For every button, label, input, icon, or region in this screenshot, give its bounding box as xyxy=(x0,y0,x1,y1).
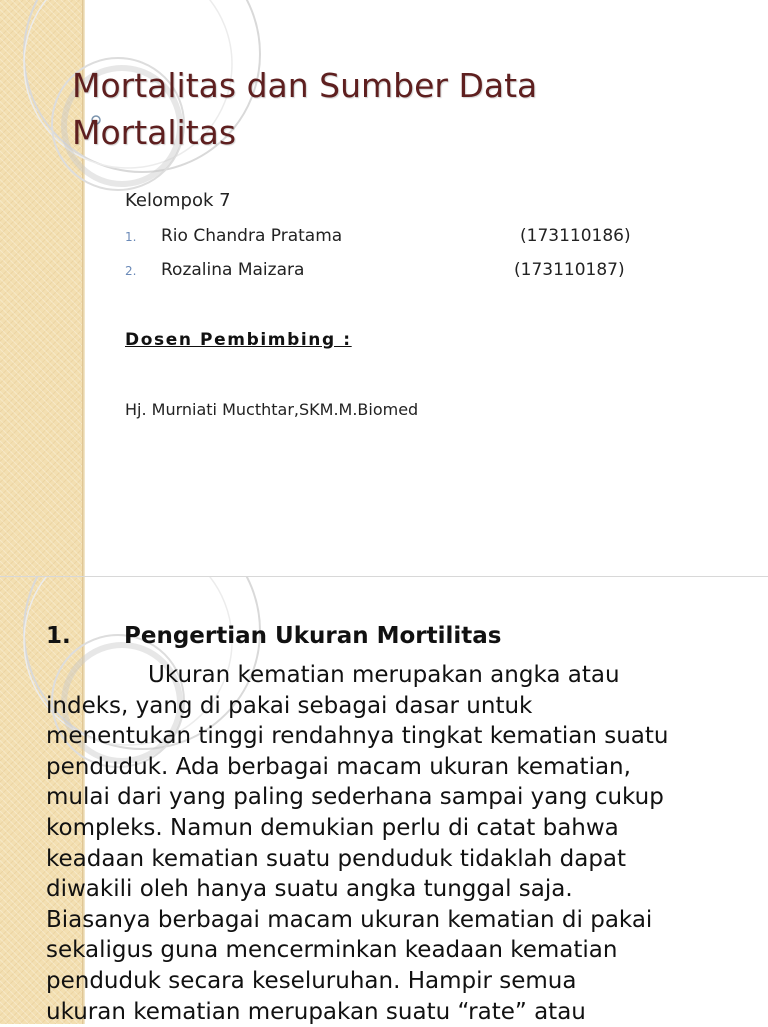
advisor-name: Hj. Murniati Mucthtar,SKM.M.Biomed xyxy=(125,400,419,419)
member-list xyxy=(125,226,685,294)
body-line: diwakili oleh hanya suatu angka tunggal saja. xyxy=(46,876,573,903)
body-line: sekaligus guna mencerminkan keadaan kematian xyxy=(46,937,618,964)
slide-title: Mortalitas dan Sumber Data Mortalitas xyxy=(72,66,538,152)
section-number: 1. xyxy=(46,623,71,649)
list-number: 2. xyxy=(125,264,137,278)
body-line: kompleks. Namun demukian perlu di catat bahwa xyxy=(46,814,619,841)
body-line: mulai dari yang paling sederhana sampai yang cukup xyxy=(46,784,664,811)
list-item xyxy=(125,226,685,260)
list-number: 1. xyxy=(125,230,137,244)
body-line: menentukan tinggi rendahnya tingkat kematian suatu xyxy=(46,723,669,750)
list-item xyxy=(125,260,685,294)
body-line: Biasanya berbagai macam ukuran kematian di pakai xyxy=(46,906,653,933)
body-line: penduduk secara keseluruhan. Hampir semua xyxy=(46,967,577,994)
body-line: penduduk. Ada berbagai macam ukuran kematian, xyxy=(46,753,631,780)
member-name: Rozalina Maizara xyxy=(161,260,305,280)
member-id: (173110187) xyxy=(514,260,625,280)
body-line: Ukuran kematian merupakan angka atau xyxy=(148,662,620,688)
member-name: Rio Chandra Pratama xyxy=(161,226,343,246)
group-label: Kelompok 7 xyxy=(125,190,231,211)
section-title: Pengertian Ukuran Mortilitas xyxy=(124,623,502,649)
advisor-heading: Dosen Pembimbing : xyxy=(125,330,352,350)
body-line: ukuran kematian merupakan suatu “rate” atau xyxy=(46,998,586,1025)
body-line: keadaan kematian suatu penduduk tidaklah dapat xyxy=(46,845,627,872)
member-id: (173110186) xyxy=(520,226,631,246)
body-line: indeks, yang di pakai sebagai dasar untuk xyxy=(46,692,533,719)
body-paragraph xyxy=(46,660,756,1027)
